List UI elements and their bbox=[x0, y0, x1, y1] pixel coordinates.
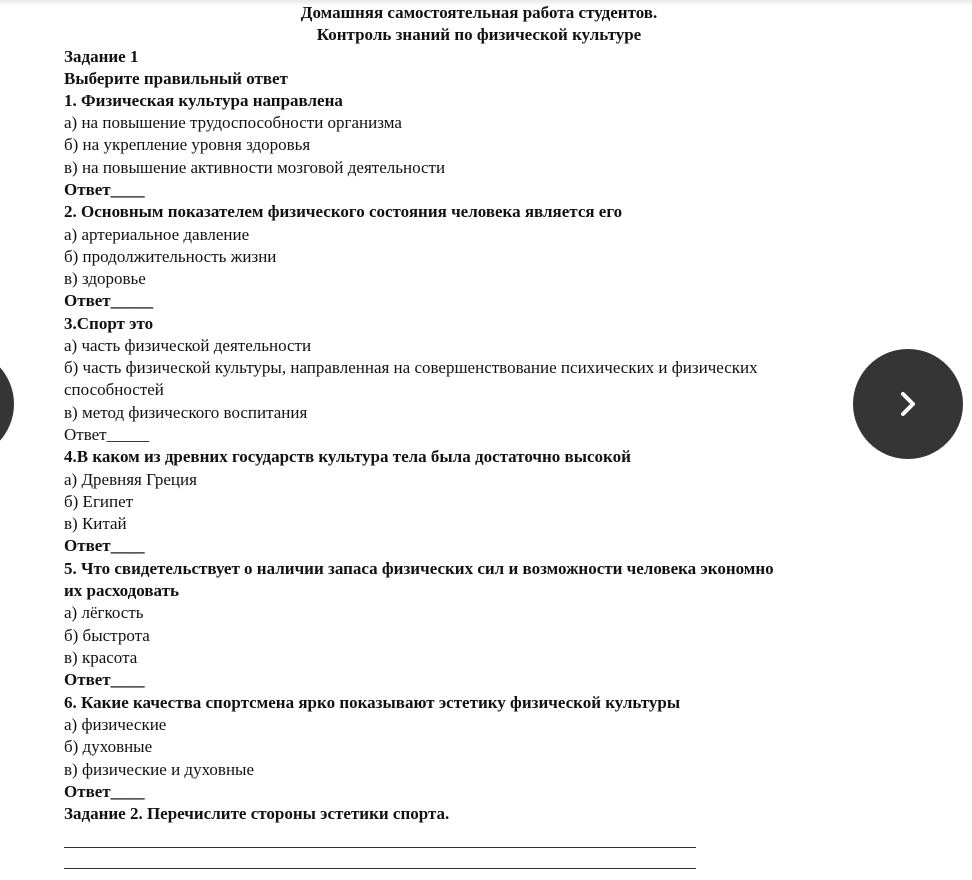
answer-rule-2 bbox=[64, 868, 696, 869]
previous-page-button[interactable] bbox=[0, 349, 14, 459]
task2-heading: Задание 2. Перечислите стороны эстетики спорта. bbox=[64, 804, 450, 823]
question-2: 2. Основным показателем физического состояния человека является его bbox=[64, 202, 623, 221]
option-4b: б) Египет bbox=[64, 492, 134, 511]
answer-2: Ответ_____ bbox=[64, 291, 154, 310]
option-1c: в) на повышение активности мозговой деятельности bbox=[64, 158, 446, 177]
answer-3: Ответ_____ bbox=[64, 425, 150, 444]
option-6c: в) физические и духовные bbox=[64, 760, 255, 779]
option-4c: в) Китай bbox=[64, 514, 127, 533]
answer-4: Ответ____ bbox=[64, 536, 145, 555]
option-3b-cont: способностей bbox=[64, 380, 164, 399]
option-2b: б) продолжительность жизни bbox=[64, 247, 277, 266]
answer-5: Ответ____ bbox=[64, 670, 145, 689]
question-5: 5. Что свидетельствует о наличии запаса физических сил и возможности человека экономно bbox=[64, 559, 774, 578]
option-3c: в) метод физического воспитания bbox=[64, 403, 308, 422]
option-1a: а) на повышение трудоспособности организма bbox=[64, 113, 402, 132]
option-4a: а) Древняя Греция bbox=[64, 470, 197, 489]
option-6b: б) духовные bbox=[64, 737, 153, 756]
next-page-button[interactable] bbox=[853, 349, 963, 459]
option-5b: б) быстрота bbox=[64, 626, 150, 645]
question-4: 4.В каком из древних государств культура тела была достаточно высокой bbox=[64, 447, 631, 466]
question-3: 3.Спорт это bbox=[64, 314, 154, 333]
option-2c: в) здоровье bbox=[64, 269, 146, 288]
question-6: 6. Какие качества спортсмена ярко показывают эстетику физической культуры bbox=[64, 693, 681, 712]
chevron-right-icon bbox=[888, 384, 928, 424]
option-6a: а) физические bbox=[64, 715, 167, 734]
question-5-cont: их расходовать bbox=[64, 581, 179, 600]
option-5a: а) лёгкость bbox=[64, 603, 144, 622]
option-1b: б) на укрепление уровня здоровья bbox=[64, 135, 311, 154]
question-1: 1. Физическая культура направлена bbox=[64, 91, 343, 110]
task1-heading: Задание 1 bbox=[64, 47, 139, 66]
option-5c: в) красота bbox=[64, 648, 138, 667]
answer-1: Ответ____ bbox=[64, 180, 145, 199]
document-title: Домашняя самостоятельная работа студентов. bbox=[300, 3, 658, 22]
answer-6: Ответ____ bbox=[64, 782, 145, 801]
option-3a: а) часть физической деятельности bbox=[64, 336, 312, 355]
answer-rule-1 bbox=[64, 847, 696, 848]
task1-instruction: Выберите правильный ответ bbox=[64, 69, 288, 88]
option-2a: а) артериальное давление bbox=[64, 225, 250, 244]
document-subtitle: Контроль знаний по физической культуре bbox=[316, 25, 642, 44]
option-3b: б) часть физической культуры, направленная на совершенствование психических и физических bbox=[64, 358, 758, 377]
